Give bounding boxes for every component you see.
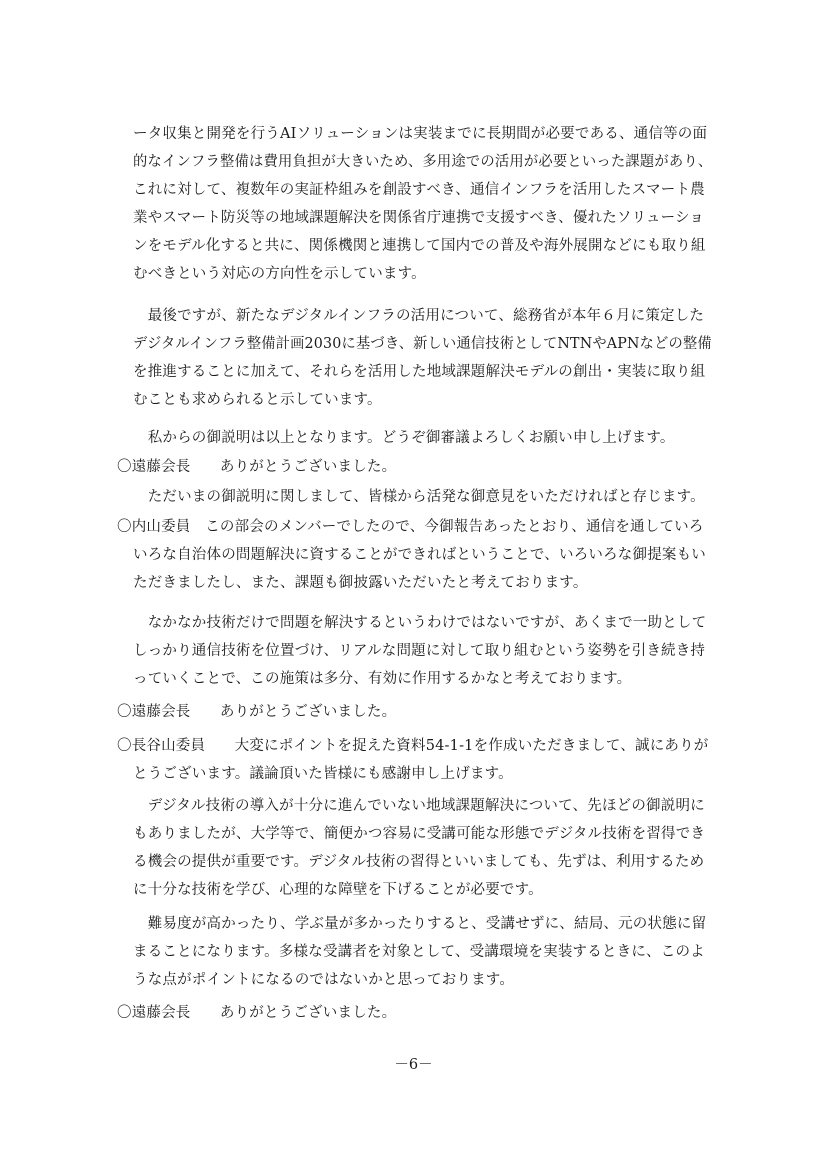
speaker-line: 〇遠藤会長 ありがとうございました。: [117, 704, 397, 720]
text-line: むべきという対応の方向性を示しています。: [133, 266, 426, 282]
speaker-line: 〇遠藤会長 ありがとうございました。: [117, 459, 397, 475]
text-line: ただいまの御説明に関しまして、皆様から活発な御意見をいただければと存じます。: [133, 489, 705, 505]
text-line: しっかり通信技術を位置づけ、リアルな問題に対して取り組むという姿勢を引き続き持: [133, 643, 706, 659]
text-line: デジタル技術の導入が十分に進んでいない地域課題解決について、先ほどの御説明に: [133, 798, 705, 814]
text-line: 私からの御説明は以上となります。どうぞ御審議よろしくお願い申し上げます。: [133, 430, 675, 446]
text-line: っていくことで、この施策は多分、有効に作用するかなと考えております。: [133, 671, 632, 687]
text-line: いろな自治体の問題解決に資することができればということで、いろいろな御提案もい: [133, 547, 707, 563]
text-line: ータ収集と開発を行うAIソリューションは実装までに長期間が必要である、通信等の面: [133, 126, 708, 142]
text-line: 的なインフラ整備は費用負担が大きいため、多用途での活用が必要といった課題があり、: [133, 154, 713, 170]
text-line: ンをモデル化すると共に、関係機関と連携して国内での普及や海外展開などにも取り組: [133, 238, 706, 254]
text-line: 業やスマート防災等の地域課題解決を関係省庁連携で支援すべき、優れたソリューショ: [133, 210, 705, 226]
text-line: まることになります。多様な受講者を対象として、受講環境を実装するときに、このよ: [133, 944, 705, 960]
text-line: これに対して、複数年の実証枠組みを創設すべき、通信インフラを活用したスマート農: [133, 182, 705, 198]
text-line: とうございます。議論頂いた皆様にも感謝申し上げます。: [133, 766, 513, 782]
text-line: を推進することに加えて、それらを活用した地域課題解決モデルの創出・実装に取り組: [133, 364, 706, 380]
page-number: －6－: [394, 1057, 433, 1073]
text-line: 難易度が高かったり、学ぶ量が多かったりすると、受講せずに、結局、元の状態に留: [133, 916, 707, 932]
text-line: もありましたが、大学等で、簡便かつ容易に受講可能な形態でデジタル技術を習得でき: [133, 826, 706, 842]
speaker-line: 〇内山委員 この部会のメンバーでしたので、今御報告あったとおり、通信を通していろ: [117, 519, 704, 535]
text-line: なかなか技術だけで問題を解決するというわけではないですが、あくまで一助として: [133, 615, 707, 631]
text-line: 最後ですが、新たなデジタルインフラの活用について、総務省が本年６月に策定した: [133, 308, 705, 324]
text-line: うな点がポイントになるのではないかと思っております。: [133, 972, 515, 988]
text-line: に十分な技術を学び、心理的な障壁を下げることが必要です。: [133, 882, 543, 898]
text-line: むことも求められると示しています。: [133, 392, 382, 408]
speaker-line: 〇長谷山委員 大変にポイントを捉えた資料54-1-1を作成いただきまして、誠にありが: [117, 738, 709, 754]
text-line: ただきましたし、また、課題も御披露いただいたと考えております。: [133, 575, 588, 591]
text-line: デジタルインフラ整備計画2030に基づき、新しい通信技術としてNTNやAPNなどの整備: [133, 336, 712, 352]
text-line: る機会の提供が重要です。デジタル技術の習得といいましても、先ずは、利用するため: [133, 854, 705, 870]
speaker-line: 〇遠藤会長 ありがとうございました。: [117, 1005, 397, 1021]
